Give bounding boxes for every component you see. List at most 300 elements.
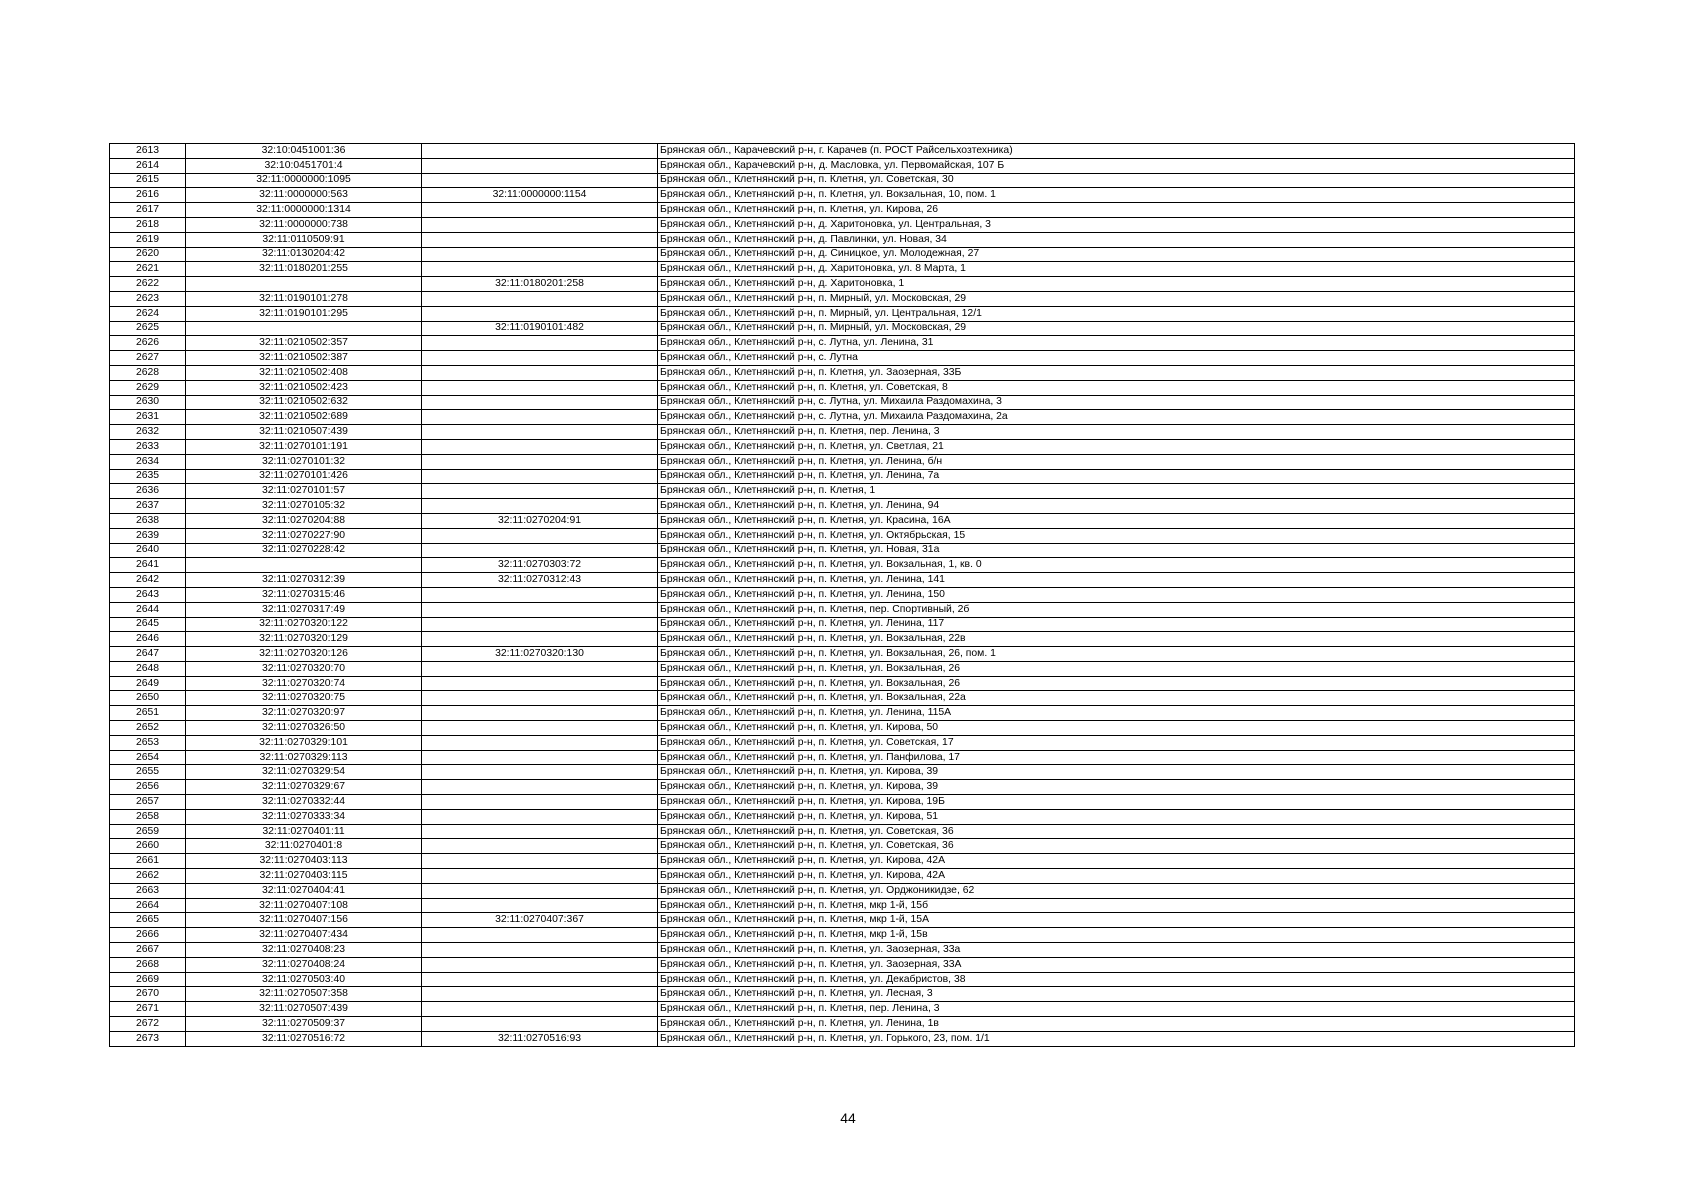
related-cadastral-number-cell bbox=[422, 528, 658, 543]
table-row bbox=[110, 247, 1575, 262]
related-cadastral-number-cell: 32:11:0270303:72 bbox=[422, 558, 658, 573]
table-row bbox=[110, 277, 1575, 292]
row-number-cell: 2673 bbox=[110, 1031, 186, 1046]
row-number-cell: 2639 bbox=[110, 528, 186, 543]
row-number-cell: 2671 bbox=[110, 1002, 186, 1017]
related-cadastral-number-cell bbox=[422, 232, 658, 247]
row-number-cell: 2667 bbox=[110, 943, 186, 958]
related-cadastral-number-cell: 32:11:0000000:1154 bbox=[422, 188, 658, 203]
row-number-cell: 2628 bbox=[110, 365, 186, 380]
table-row bbox=[110, 647, 1575, 662]
address-cell: Брянская обл., Клетнянский р-н, п. Клетня, пер. Ленина, 3 bbox=[658, 425, 1575, 440]
related-cadastral-number-cell bbox=[422, 943, 658, 958]
row-number-cell: 2629 bbox=[110, 380, 186, 395]
cadastral-number-cell: 32:11:0270101:426 bbox=[186, 469, 422, 484]
address-cell: Брянская обл., Клетнянский р-н, д. Харитоновка, ул. 8 Марта, 1 bbox=[658, 262, 1575, 277]
table-row bbox=[110, 883, 1575, 898]
cadastral-number-cell: 32:11:0270507:439 bbox=[186, 1002, 422, 1017]
cadastral-number-cell: 32:11:0000000:738 bbox=[186, 217, 422, 232]
row-number-cell: 2650 bbox=[110, 691, 186, 706]
row-number-cell: 2668 bbox=[110, 957, 186, 972]
table-row bbox=[110, 765, 1575, 780]
table-row bbox=[110, 972, 1575, 987]
table-row bbox=[110, 632, 1575, 647]
cadastral-number-cell: 32:11:0210502:357 bbox=[186, 336, 422, 351]
cadastral-number-cell: 32:11:0270105:32 bbox=[186, 499, 422, 514]
address-cell: Брянская обл., Клетнянский р-н, п. Клетня, ул. Кирова, 39 bbox=[658, 765, 1575, 780]
address-cell: Брянская обл., Клетнянский р-н, п. Клетня, ул. Ленина, 1в bbox=[658, 1017, 1575, 1032]
address-cell: Брянская обл., Клетнянский р-н, п. Клетня, ул. Декабристов, 38 bbox=[658, 972, 1575, 987]
address-cell: Брянская обл., Клетнянский р-н, п. Клетня, ул. Советская, 17 bbox=[658, 735, 1575, 750]
cadastral-number-cell bbox=[186, 277, 422, 292]
related-cadastral-number-cell: 32:11:0270516:93 bbox=[422, 1031, 658, 1046]
row-number-cell: 2625 bbox=[110, 321, 186, 336]
related-cadastral-number-cell bbox=[422, 365, 658, 380]
row-number-cell: 2654 bbox=[110, 750, 186, 765]
related-cadastral-number-cell bbox=[422, 839, 658, 854]
address-cell: Брянская обл., Клетнянский р-н, п. Клетня, ул. Светлая, 21 bbox=[658, 439, 1575, 454]
address-cell: Брянская обл., Клетнянский р-н, п. Клетня, ул. Заозерная, 33А bbox=[658, 957, 1575, 972]
related-cadastral-number-cell: 32:11:0270204:91 bbox=[422, 513, 658, 528]
related-cadastral-number-cell bbox=[422, 291, 658, 306]
row-number-cell: 2626 bbox=[110, 336, 186, 351]
cadastral-number-cell: 32:11:0210502:408 bbox=[186, 365, 422, 380]
cadastral-number-cell: 32:11:0270404:41 bbox=[186, 883, 422, 898]
cadastral-number-cell: 32:11:0210502:387 bbox=[186, 351, 422, 366]
table-row bbox=[110, 928, 1575, 943]
address-cell: Брянская обл., Клетнянский р-н, п. Клетня, ул. Ленина, б/н bbox=[658, 454, 1575, 469]
table-row bbox=[110, 410, 1575, 425]
cadastral-number-cell: 32:11:0190101:295 bbox=[186, 306, 422, 321]
cadastral-number-cell: 32:11:0210502:632 bbox=[186, 395, 422, 410]
cadastral-number-cell: 32:11:0270101:191 bbox=[186, 439, 422, 454]
related-cadastral-number-cell bbox=[422, 439, 658, 454]
table-row bbox=[110, 513, 1575, 528]
row-number-cell: 2619 bbox=[110, 232, 186, 247]
cadastral-number-cell: 32:11:0270312:39 bbox=[186, 573, 422, 588]
table-row bbox=[110, 1031, 1575, 1046]
row-number-cell: 2659 bbox=[110, 824, 186, 839]
address-cell: Брянская обл., Клетнянский р-н, с. Лутна, ул. Михаила Раздомахина, 3 bbox=[658, 395, 1575, 410]
table-row bbox=[110, 217, 1575, 232]
table-row bbox=[110, 721, 1575, 736]
cadastral-number-cell: 32:11:0270516:72 bbox=[186, 1031, 422, 1046]
table-row bbox=[110, 395, 1575, 410]
row-number-cell: 2634 bbox=[110, 454, 186, 469]
cadastral-number-cell: 32:11:0270227:90 bbox=[186, 528, 422, 543]
address-cell: Брянская обл., Клетнянский р-н, п. Клетня, мкр 1-й, 15б bbox=[658, 898, 1575, 913]
table-row bbox=[110, 706, 1575, 721]
row-number-cell: 2622 bbox=[110, 277, 186, 292]
address-cell: Брянская обл., Клетнянский р-н, п. Клетня, ул. Кирова, 42А bbox=[658, 869, 1575, 884]
address-cell: Брянская обл., Клетнянский р-н, п. Клетня, ул. Лесная, 3 bbox=[658, 987, 1575, 1002]
cadastral-number-cell: 32:11:0270503:40 bbox=[186, 972, 422, 987]
address-cell: Брянская обл., Клетнянский р-н, д. Харитоновка, 1 bbox=[658, 277, 1575, 292]
row-number-cell: 2663 bbox=[110, 883, 186, 898]
cadastral-number-cell: 32:11:0270320:75 bbox=[186, 691, 422, 706]
related-cadastral-number-cell: 32:11:0190101:482 bbox=[422, 321, 658, 336]
related-cadastral-number-cell bbox=[422, 661, 658, 676]
table-row bbox=[110, 158, 1575, 173]
row-number-cell: 2627 bbox=[110, 351, 186, 366]
cadastral-number-cell: 32:11:0270320:129 bbox=[186, 632, 422, 647]
table-row bbox=[110, 780, 1575, 795]
address-cell: Брянская обл., Клетнянский р-н, п. Клетня, ул. Советская, 8 bbox=[658, 380, 1575, 395]
table-row bbox=[110, 558, 1575, 573]
table-row bbox=[110, 987, 1575, 1002]
table-row bbox=[110, 306, 1575, 321]
address-cell: Брянская обл., Клетнянский р-н, п. Клетня, 1 bbox=[658, 484, 1575, 499]
table-row bbox=[110, 1017, 1575, 1032]
table-row bbox=[110, 898, 1575, 913]
table-row bbox=[110, 188, 1575, 203]
address-cell: Брянская обл., Клетнянский р-н, п. Клетня, ул. Кирова, 26 bbox=[658, 203, 1575, 218]
cadastral-number-cell: 32:10:0451701:4 bbox=[186, 158, 422, 173]
cadastral-number-cell: 32:11:0270407:156 bbox=[186, 913, 422, 928]
related-cadastral-number-cell bbox=[422, 972, 658, 987]
related-cadastral-number-cell bbox=[422, 898, 658, 913]
table-row bbox=[110, 203, 1575, 218]
cadastral-number-cell: 32:11:0270403:115 bbox=[186, 869, 422, 884]
cadastral-number-cell bbox=[186, 558, 422, 573]
address-cell: Брянская обл., Клетнянский р-н, п. Клетня, ул. Ленина, 7а bbox=[658, 469, 1575, 484]
address-cell: Брянская обл., Клетнянский р-н, п. Клетня, ул. Советская, 36 bbox=[658, 824, 1575, 839]
related-cadastral-number-cell bbox=[422, 144, 658, 159]
cadastral-number-cell: 32:10:0451001:36 bbox=[186, 144, 422, 159]
page-number: 44 bbox=[840, 1110, 856, 1126]
related-cadastral-number-cell bbox=[422, 336, 658, 351]
related-cadastral-number-cell bbox=[422, 247, 658, 262]
address-cell: Брянская обл., Клетнянский р-н, с. Лутна bbox=[658, 351, 1575, 366]
related-cadastral-number-cell bbox=[422, 1002, 658, 1017]
row-number-cell: 2624 bbox=[110, 306, 186, 321]
table-row bbox=[110, 854, 1575, 869]
cadastral-number-cell: 32:11:0270403:113 bbox=[186, 854, 422, 869]
table-row bbox=[110, 454, 1575, 469]
table-row bbox=[110, 291, 1575, 306]
address-cell: Брянская обл., Клетнянский р-н, п. Клетня, ул. Ленина, 150 bbox=[658, 587, 1575, 602]
related-cadastral-number-cell bbox=[422, 410, 658, 425]
address-cell: Брянская обл., Клетнянский р-н, п. Клетня, ул. Кирова, 50 bbox=[658, 721, 1575, 736]
table-row bbox=[110, 750, 1575, 765]
cadastral-number-cell: 32:11:0210502:689 bbox=[186, 410, 422, 425]
address-cell: Брянская обл., Клетнянский р-н, п. Клетня, ул. Ленина, 117 bbox=[658, 617, 1575, 632]
related-cadastral-number-cell bbox=[422, 395, 658, 410]
table-row bbox=[110, 943, 1575, 958]
related-cadastral-number-cell bbox=[422, 691, 658, 706]
related-cadastral-number-cell bbox=[422, 543, 658, 558]
related-cadastral-number-cell: 32:11:0180201:258 bbox=[422, 277, 658, 292]
cadastral-number-cell: 32:11:0270401:8 bbox=[186, 839, 422, 854]
table-row bbox=[110, 587, 1575, 602]
cadastral-number-cell: 32:11:0000000:1095 bbox=[186, 173, 422, 188]
table-row bbox=[110, 469, 1575, 484]
table-row bbox=[110, 913, 1575, 928]
cadastral-number-cell: 32:11:0270329:113 bbox=[186, 750, 422, 765]
address-cell: Брянская обл., Клетнянский р-н, п. Клетня, ул. Октябрьская, 15 bbox=[658, 528, 1575, 543]
table-row bbox=[110, 528, 1575, 543]
cadastral-number-cell bbox=[186, 321, 422, 336]
cadastral-number-cell: 32:11:0270408:23 bbox=[186, 943, 422, 958]
related-cadastral-number-cell bbox=[422, 883, 658, 898]
row-number-cell: 2642 bbox=[110, 573, 186, 588]
cadastral-number-cell: 32:11:0270317:49 bbox=[186, 602, 422, 617]
address-cell: Брянская обл., Клетнянский р-н, п. Клетня, ул. Новая, 31а bbox=[658, 543, 1575, 558]
related-cadastral-number-cell bbox=[422, 632, 658, 647]
related-cadastral-number-cell bbox=[422, 469, 658, 484]
cadastral-number-cell: 32:11:0210502:423 bbox=[186, 380, 422, 395]
related-cadastral-number-cell bbox=[422, 780, 658, 795]
row-number-cell: 2616 bbox=[110, 188, 186, 203]
cadastral-number-cell: 32:11:0270407:434 bbox=[186, 928, 422, 943]
table-row bbox=[110, 839, 1575, 854]
address-cell: Брянская обл., Клетнянский р-н, п. Клетня, ул. Вокзальная, 22в bbox=[658, 632, 1575, 647]
address-cell: Брянская обл., Клетнянский р-н, п. Клетня, ул. Кирова, 19Б bbox=[658, 795, 1575, 810]
row-number-cell: 2670 bbox=[110, 987, 186, 1002]
address-cell: Брянская обл., Клетнянский р-н, п. Клетня, ул. Ленина, 115А bbox=[658, 706, 1575, 721]
cadastral-number-cell: 32:11:0270101:32 bbox=[186, 454, 422, 469]
address-cell: Брянская обл., Клетнянский р-н, п. Клетня, ул. Советская, 30 bbox=[658, 173, 1575, 188]
cadastral-number-cell: 32:11:0270315:46 bbox=[186, 587, 422, 602]
row-number-cell: 2632 bbox=[110, 425, 186, 440]
row-number-cell: 2618 bbox=[110, 217, 186, 232]
address-cell: Брянская обл., Клетнянский р-н, п. Мирный, ул. Центральная, 12/1 bbox=[658, 306, 1575, 321]
address-cell: Брянская обл., Клетнянский р-н, п. Клетня, мкр 1-й, 15в bbox=[658, 928, 1575, 943]
cadastral-number-cell: 32:11:0270509:37 bbox=[186, 1017, 422, 1032]
address-cell: Брянская обл., Клетнянский р-н, п. Клетня, ул. Панфилова, 17 bbox=[658, 750, 1575, 765]
related-cadastral-number-cell: 32:11:0270320:130 bbox=[422, 647, 658, 662]
cadastral-number-cell: 32:11:0270320:70 bbox=[186, 661, 422, 676]
row-number-cell: 2621 bbox=[110, 262, 186, 277]
table-row bbox=[110, 321, 1575, 336]
address-cell: Брянская обл., Клетнянский р-н, п. Клетня, ул. Вокзальная, 26 bbox=[658, 676, 1575, 691]
address-cell: Брянская обл., Клетнянский р-н, д. Павлинки, ул. Новая, 34 bbox=[658, 232, 1575, 247]
related-cadastral-number-cell bbox=[422, 454, 658, 469]
row-number-cell: 2620 bbox=[110, 247, 186, 262]
row-number-cell: 2653 bbox=[110, 735, 186, 750]
table-row bbox=[110, 499, 1575, 514]
related-cadastral-number-cell bbox=[422, 173, 658, 188]
row-number-cell: 2615 bbox=[110, 173, 186, 188]
table-row bbox=[110, 661, 1575, 676]
table-row bbox=[110, 676, 1575, 691]
related-cadastral-number-cell bbox=[422, 203, 658, 218]
related-cadastral-number-cell bbox=[422, 735, 658, 750]
address-cell: Брянская обл., Клетнянский р-н, п. Клетня, ул. Ленина, 94 bbox=[658, 499, 1575, 514]
table-row bbox=[110, 543, 1575, 558]
related-cadastral-number-cell: 32:11:0270407:367 bbox=[422, 913, 658, 928]
row-number-cell: 2636 bbox=[110, 484, 186, 499]
related-cadastral-number-cell bbox=[422, 306, 658, 321]
table-row bbox=[110, 824, 1575, 839]
address-cell: Брянская обл., Карачевский р-н, д. Масловка, ул. Первомайская, 107 Б bbox=[658, 158, 1575, 173]
related-cadastral-number-cell bbox=[422, 425, 658, 440]
address-cell: Брянская обл., Клетнянский р-н, п. Клетня, пер. Спортивный, 2б bbox=[658, 602, 1575, 617]
cadastral-number-cell: 32:11:0000000:563 bbox=[186, 188, 422, 203]
table-row bbox=[110, 573, 1575, 588]
row-number-cell: 2652 bbox=[110, 721, 186, 736]
cadastral-number-cell: 32:11:0270329:101 bbox=[186, 735, 422, 750]
address-cell: Брянская обл., Клетнянский р-н, п. Клетня, ул. Орджоникидзе, 62 bbox=[658, 883, 1575, 898]
related-cadastral-number-cell bbox=[422, 795, 658, 810]
table-body bbox=[110, 144, 1575, 1047]
related-cadastral-number-cell bbox=[422, 158, 658, 173]
cadastral-number-cell: 32:11:0270228:42 bbox=[186, 543, 422, 558]
cadastral-number-cell: 32:11:0270326:50 bbox=[186, 721, 422, 736]
related-cadastral-number-cell bbox=[422, 484, 658, 499]
cadastral-number-cell: 32:11:0270329:67 bbox=[186, 780, 422, 795]
address-cell: Брянская обл., Клетнянский р-н, п. Клетня, ул. Вокзальная, 22а bbox=[658, 691, 1575, 706]
table-row bbox=[110, 262, 1575, 277]
address-cell: Брянская обл., Клетнянский р-н, д. Синицкое, ул. Молодежная, 27 bbox=[658, 247, 1575, 262]
row-number-cell: 2633 bbox=[110, 439, 186, 454]
table-row bbox=[110, 735, 1575, 750]
cadastral-number-cell: 32:11:0180201:255 bbox=[186, 262, 422, 277]
related-cadastral-number-cell bbox=[422, 262, 658, 277]
address-cell: Брянская обл., Клетнянский р-н, п. Клетня, ул. Красина, 16А bbox=[658, 513, 1575, 528]
row-number-cell: 2640 bbox=[110, 543, 186, 558]
related-cadastral-number-cell bbox=[422, 587, 658, 602]
row-number-cell: 2647 bbox=[110, 647, 186, 662]
row-number-cell: 2635 bbox=[110, 469, 186, 484]
row-number-cell: 2660 bbox=[110, 839, 186, 854]
address-cell: Брянская обл., Клетнянский р-н, п. Клетня, ул. Заозерная, 33Б bbox=[658, 365, 1575, 380]
related-cadastral-number-cell bbox=[422, 928, 658, 943]
related-cadastral-number-cell bbox=[422, 809, 658, 824]
row-number-cell: 2657 bbox=[110, 795, 186, 810]
row-number-cell: 2638 bbox=[110, 513, 186, 528]
address-cell: Брянская обл., Клетнянский р-н, п. Клетня, ул. Вокзальная, 10, пом. 1 bbox=[658, 188, 1575, 203]
related-cadastral-number-cell bbox=[422, 765, 658, 780]
row-number-cell: 2651 bbox=[110, 706, 186, 721]
table-row bbox=[110, 365, 1575, 380]
row-number-cell: 2617 bbox=[110, 203, 186, 218]
table-row bbox=[110, 380, 1575, 395]
row-number-cell: 2648 bbox=[110, 661, 186, 676]
related-cadastral-number-cell bbox=[422, 854, 658, 869]
table-row bbox=[110, 351, 1575, 366]
address-cell: Брянская обл., Клетнянский р-н, п. Мирный, ул. Московская, 29 bbox=[658, 321, 1575, 336]
related-cadastral-number-cell: 32:11:0270312:43 bbox=[422, 573, 658, 588]
table-row bbox=[110, 691, 1575, 706]
related-cadastral-number-cell bbox=[422, 351, 658, 366]
table-row bbox=[110, 144, 1575, 159]
related-cadastral-number-cell bbox=[422, 706, 658, 721]
cadastral-number-cell: 32:11:0270320:126 bbox=[186, 647, 422, 662]
table-row bbox=[110, 336, 1575, 351]
address-cell: Брянская обл., Клетнянский р-н, п. Клетня, ул. Советская, 36 bbox=[658, 839, 1575, 854]
cadastral-number-cell: 32:11:0270320:74 bbox=[186, 676, 422, 691]
table-row bbox=[110, 1002, 1575, 1017]
row-number-cell: 2623 bbox=[110, 291, 186, 306]
cadastral-number-cell: 32:11:0270507:358 bbox=[186, 987, 422, 1002]
row-number-cell: 2645 bbox=[110, 617, 186, 632]
table-row bbox=[110, 173, 1575, 188]
related-cadastral-number-cell bbox=[422, 824, 658, 839]
row-number-cell: 2655 bbox=[110, 765, 186, 780]
table-row bbox=[110, 484, 1575, 499]
row-number-cell: 2672 bbox=[110, 1017, 186, 1032]
related-cadastral-number-cell bbox=[422, 617, 658, 632]
address-cell: Брянская обл., Клетнянский р-н, п. Клетня, ул. Горького, 23, пом. 1/1 bbox=[658, 1031, 1575, 1046]
cadastral-number-cell: 32:11:0270407:108 bbox=[186, 898, 422, 913]
cadastral-number-cell: 32:11:0130204:42 bbox=[186, 247, 422, 262]
cadastral-number-cell: 32:11:0210507:439 bbox=[186, 425, 422, 440]
cadastral-number-cell: 32:11:0270101:57 bbox=[186, 484, 422, 499]
row-number-cell: 2637 bbox=[110, 499, 186, 514]
cadastral-number-cell: 32:11:0270333:34 bbox=[186, 809, 422, 824]
related-cadastral-number-cell bbox=[422, 380, 658, 395]
address-cell: Брянская обл., Клетнянский р-н, с. Лутна, ул. Ленина, 31 bbox=[658, 336, 1575, 351]
related-cadastral-number-cell bbox=[422, 1017, 658, 1032]
related-cadastral-number-cell bbox=[422, 750, 658, 765]
cadastral-number-cell: 32:11:0270408:24 bbox=[186, 957, 422, 972]
row-number-cell: 2656 bbox=[110, 780, 186, 795]
row-number-cell: 2664 bbox=[110, 898, 186, 913]
cadastral-number-cell: 32:11:0270332:44 bbox=[186, 795, 422, 810]
row-number-cell: 2631 bbox=[110, 410, 186, 425]
cadastral-number-cell: 32:11:0270329:54 bbox=[186, 765, 422, 780]
related-cadastral-number-cell bbox=[422, 721, 658, 736]
row-number-cell: 2665 bbox=[110, 913, 186, 928]
table-row bbox=[110, 232, 1575, 247]
table-row bbox=[110, 795, 1575, 810]
table-row bbox=[110, 602, 1575, 617]
table-row bbox=[110, 869, 1575, 884]
cadastral-number-cell: 32:11:0270320:97 bbox=[186, 706, 422, 721]
address-cell: Брянская обл., Клетнянский р-н, п. Клетня, ул. Ленина, 141 bbox=[658, 573, 1575, 588]
related-cadastral-number-cell bbox=[422, 602, 658, 617]
row-number-cell: 2649 bbox=[110, 676, 186, 691]
address-cell: Брянская обл., Карачевский р-н, г. Карачев (п. РОСТ Райсельхозтехника) bbox=[658, 144, 1575, 159]
table-row bbox=[110, 617, 1575, 632]
row-number-cell: 2644 bbox=[110, 602, 186, 617]
related-cadastral-number-cell bbox=[422, 957, 658, 972]
address-cell: Брянская обл., Клетнянский р-н, п. Клетня, ул. Кирова, 39 bbox=[658, 780, 1575, 795]
address-cell: Брянская обл., Клетнянский р-н, п. Мирный, ул. Московская, 29 bbox=[658, 291, 1575, 306]
cadastral-number-cell: 32:11:0110509:91 bbox=[186, 232, 422, 247]
related-cadastral-number-cell bbox=[422, 987, 658, 1002]
data-table bbox=[109, 143, 1575, 1047]
row-number-cell: 2658 bbox=[110, 809, 186, 824]
row-number-cell: 2643 bbox=[110, 587, 186, 602]
cadastral-number-cell: 32:11:0000000:1314 bbox=[186, 203, 422, 218]
table-row bbox=[110, 439, 1575, 454]
related-cadastral-number-cell bbox=[422, 499, 658, 514]
address-cell: Брянская обл., Клетнянский р-н, п. Клетня, ул. Кирова, 51 bbox=[658, 809, 1575, 824]
row-number-cell: 2669 bbox=[110, 972, 186, 987]
related-cadastral-number-cell bbox=[422, 869, 658, 884]
table-row bbox=[110, 957, 1575, 972]
address-cell: Брянская обл., Клетнянский р-н, п. Клетня, мкр 1-й, 15А bbox=[658, 913, 1575, 928]
row-number-cell: 2613 bbox=[110, 144, 186, 159]
row-number-cell: 2661 bbox=[110, 854, 186, 869]
table-row bbox=[110, 809, 1575, 824]
row-number-cell: 2641 bbox=[110, 558, 186, 573]
address-cell: Брянская обл., Клетнянский р-н, с. Лутна, ул. Михаила Раздомахина, 2а bbox=[658, 410, 1575, 425]
cadastral-number-cell: 32:11:0270204:88 bbox=[186, 513, 422, 528]
address-cell: Брянская обл., Клетнянский р-н, п. Клетня, ул. Кирова, 42А bbox=[658, 854, 1575, 869]
address-cell: Брянская обл., Клетнянский р-н, п. Клетня, ул. Вокзальная, 26 bbox=[658, 661, 1575, 676]
address-cell: Брянская обл., Клетнянский р-н, п. Клетня, ул. Вокзальная, 1, кв. 0 bbox=[658, 558, 1575, 573]
address-cell: Брянская обл., Клетнянский р-н, п. Клетня, ул. Вокзальная, 26, пом. 1 bbox=[658, 647, 1575, 662]
cadastral-number-cell: 32:11:0270401:11 bbox=[186, 824, 422, 839]
address-cell: Брянская обл., Клетнянский р-н, п. Клетня, пер. Ленина, 3 bbox=[658, 1002, 1575, 1017]
row-number-cell: 2630 bbox=[110, 395, 186, 410]
row-number-cell: 2666 bbox=[110, 928, 186, 943]
related-cadastral-number-cell bbox=[422, 217, 658, 232]
address-cell: Брянская обл., Клетнянский р-н, д. Харитоновка, ул. Центральная, 3 bbox=[658, 217, 1575, 232]
